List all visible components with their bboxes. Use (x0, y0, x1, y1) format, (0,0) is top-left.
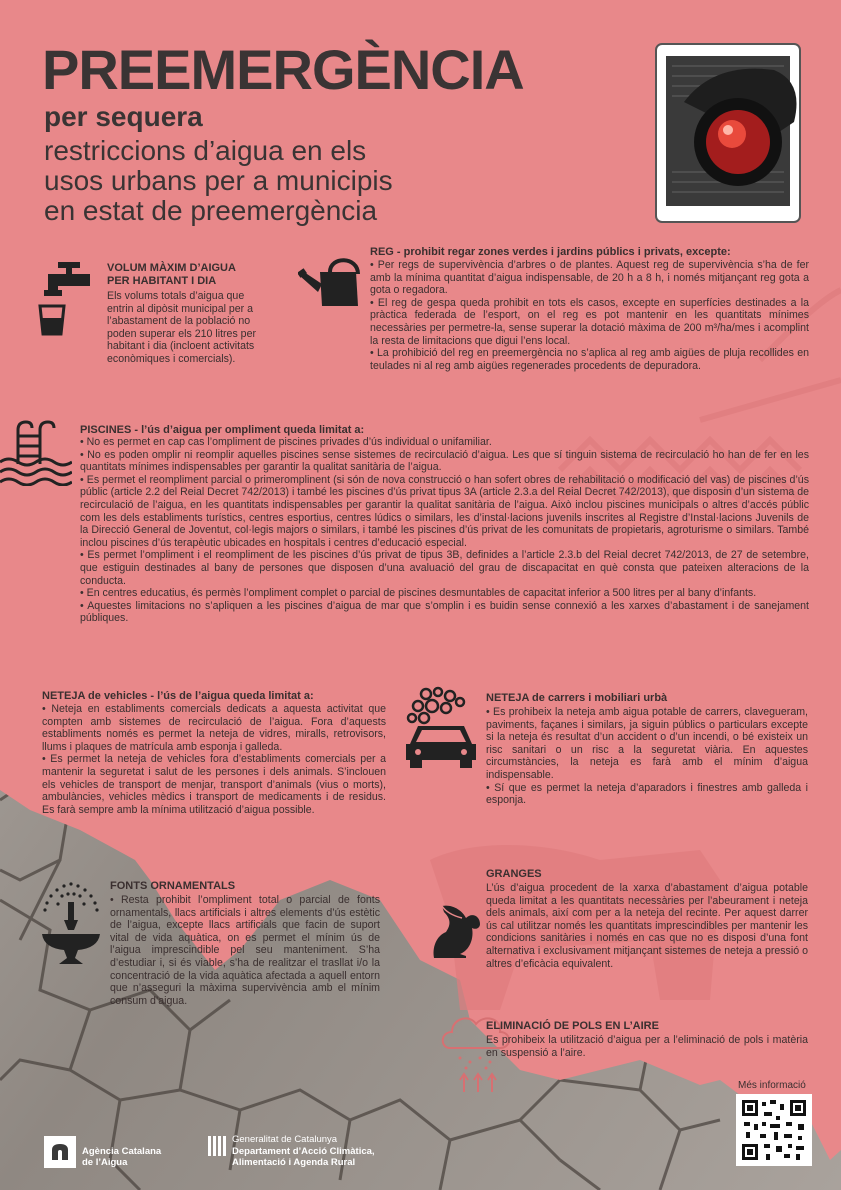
neteja-vehicles-bullet: • Neteja en establiments comercials dedicats a aquesta activitat que compten amb sistemes de recirculació de l’aigua. Fora d’aquests establiments només es permet la neteja de vidres, miralls, retrovisors, llums i plaques de matrícula amb esponja i galleda. (42, 703, 386, 753)
gencat-logo-icon (208, 1134, 228, 1158)
piscines-bullet: • En centres educatius, és permès l’ompliment complet o parcial de piscines desmuntables de capacitat inferior a 500 litres per al bany d’infants. (80, 587, 757, 600)
reg-heading: REG - prohibit regar zones verdes i jardins públics i privats, excepte: (370, 246, 731, 258)
gencat-name: Generalitat de Catalunya (232, 1134, 338, 1145)
traffic-light-icon (654, 42, 802, 224)
neteja-carrers-heading: NETEJA de carrers i mobiliari urbà (486, 692, 668, 704)
volum-heading (107, 262, 277, 288)
department-name (232, 1146, 375, 1168)
volum-text: Els volums totals d’aigua que entrin al dipòsit municipal per a l’abastament de la població no poden superar els 210 litres per habitant i dia (incloent activitats econòmiques i comercials). (107, 290, 256, 365)
watering-can-icon (298, 258, 362, 308)
aca-name-line: de l’Aigua (82, 1157, 128, 1168)
neteja-carrers-bullet: • Sí que es permet la neteja d’aparadors i finestres amb galleda i esponja. (486, 781, 808, 807)
aca-name (82, 1146, 161, 1168)
department-name-line: Departament d’Acció Climàtica, (232, 1146, 375, 1157)
piscines-bullet: • Aquestes limitacions no s’apliquen a les piscines d’aigua de mar que s’omplin i es buidin sense connexió a les xarxes d’abastament i de sanejament públiques. (80, 599, 809, 625)
mes-informacio-label: Més informació (738, 1080, 806, 1091)
car-wash-icon (404, 686, 478, 768)
reg-body (370, 259, 809, 372)
department-name-line: Alimentació i Agenda Rural (232, 1157, 356, 1168)
qr-code[interactable] (736, 1094, 812, 1166)
piscines-bullet: • Es permet l’ompliment i el reompliment de les piscines d’ús privat de tipus 3B, definides a l’article 2.3.b del Reial decret 742/2013, de 27 de setembre, que estiguin destinades al bany de persones que disposen d’una avaluació del grau de discapacitat en què consta que pateixen alteracions de la conducta. (80, 549, 809, 587)
neteja-carrers-body (486, 706, 808, 807)
granges-heading: GRANGES (486, 868, 542, 880)
piscines-bullet: • No es permet en cap cas l’ompliment de piscines privades d’ús individual o unifamiliar. (80, 436, 492, 448)
neteja-vehicles-heading-bold: NETEJA de vehicles (42, 690, 148, 702)
volum-heading-line: PER HABITANT I DIA (107, 275, 217, 287)
piscines-bullet: • Es permet el reompliment parcial o primeromplinent (si són de nova construcció o han sofert obres de rehabilitació o modificació del vas) de piscines d’ús públic (article 2.2 del Reial Decret 742/2013) i també les piscines d’ús privat tipus 3A (article 2.3.a del Reial Decret 742/2013), que disposin d’un sistema de recirculació de l’aigua, en les quantitats indispensables per garantir la qualitat sanitària de l’aigua. Això inclou piscines municipals o altres d’accés públic com les dels establiments turístics, centres esportius, centres lúdics o similars, les d’instal·lacions juvenils inscrites al Registre d’Instal·lacions Juvenils de la Direcció General de Joventut, col·legis majors o similars, i també les piscines d’ús privat de les comunitats de propietaris, agroturisme o similars. També inclou piscines d’ús terapèutic ubicades en hospitals i centres d’educació especial. (80, 473, 810, 549)
aca-logo-icon (44, 1136, 76, 1168)
pols-text: Es prohibeix la utilització d’aigua per a l’eliminació de pols i matèria en suspensió a l’aire. (486, 1034, 808, 1059)
fonts-text: • Resta prohibit l’ompliment total o parcial de fonts ornamentals, llacs artificials i altres elements d’ús estètic de l’aigua, excepte llacs artificials que facin de suport vital de vida aquàtica, on es permet el mínim ús de l’aigua imprescindible pel seu manteniment. S’ha d’estudiar i, si és viable, s’ha de realitzar el trasllat i/o la concentració de la vida aquàtica afectada a aquell entorn que n’asseguri la màxima supervivència amb el mínim consum d’aigua. (110, 894, 380, 1007)
description-line: en estat de preemergència (44, 195, 378, 226)
reg-bullet: • El reg de gespa queda prohibit en tots els casos, excepte en superfícies destinades a la pràctica federada de l’esport, on el reg es pot mantenir en les quantitats mínimes necessàries per permetre-la, sense superar la dotació màxima de 200 m³/ha/mes i acomplint la resta de limitacions que digui l’ens local. (370, 296, 809, 347)
piscines-heading: PISCINES - l’ús d’aigua per ompliment queda limitat a: (80, 424, 365, 436)
pols-heading: ELIMINACIÓ DE POLS EN L’AIRE (486, 1020, 659, 1032)
granges-text: L’ús d’aigua procedent de la xarxa d’abastament d’aigua potable queda limitat a les quantitats necessàries per l’abeurament i neteja dels animals, així com per a la neteja del recinte. Per aquest darrer ús cal utilitzar només les quantitats imprescindibles per mantenir les condicions sanitàries i només en cas que no es disposi d’una font alternativa i exclusivament mitjançant sistemes de neteja a pressió o altres d’eficàcia equivalent. (486, 882, 808, 970)
volum-heading-line: VOLUM MÀXIM D’AIGUA (107, 262, 236, 274)
rabbit-icon (432, 904, 482, 958)
reg-bullet: • La prohibició del reg en preemergència no s’aplica al reg amb aigües de pluja recollides en teulades ni al reg amb aigües regenerades procedents de depuradora. (370, 347, 809, 372)
neteja-carrers-bullet: • Es prohibeix la neteja amb aigua potable de carrers, clavegueram, paviments, façanes i similars, ja siguin públics o particulars excepte si la neteja és resultat d’un accident o d’un incendi, o bé existeix un risc sanitari o un risc a la seguretat viària. En aquestes circumstàncies, la neteja es farà amb el mínim d’aigua indispensable. (486, 706, 808, 781)
page-description (44, 136, 504, 226)
aca-name-line: Agència Catalana (82, 1146, 162, 1157)
description-line: usos urbans per a municipis (44, 165, 393, 196)
description-line: restriccions d’aigua en els (44, 135, 367, 166)
fonts-heading: FONTS ORNAMENTALS (110, 880, 236, 892)
neteja-vehicles-body (42, 703, 386, 816)
reg-bullet: • Per regs de supervivència d’arbres o de plantes. Aquest reg de supervivència s’ha de fer amb la mínima quantitat d’aigua indispensable, de 20 h a 8 h, i només mitjançant reg gota a gota o regadora. (370, 259, 809, 297)
neteja-vehicles-bullet: • Es permet la neteja de vehicles fora d’establiments comercials per a mantenir la seguretat i salut de les persones i dels animals. S’inclouen els vehicles de transport de menjar, transport d’animals (vius o morts), ambulàncies, vehicles mèdics i transport de medicaments i de residus. Es farà sempre amb la mínima utilització d’aigua possible. (42, 753, 386, 816)
page-subtitle: per sequera (44, 101, 203, 132)
neteja-vehicles-heading (42, 690, 387, 703)
swimming-pool-icon (0, 420, 72, 486)
faucet-icon (38, 262, 90, 338)
piscines-bullet: • No es poden omplir ni reomplir aquelles piscines sense sistemes de recirculació d’aigua. Les que sí tinguin sistema de recirculació ho han de fer en les quantitats mínimes indispensables per garantir la qualitat sanitària de l’aigua. (80, 448, 809, 474)
page-title: PREEMERGÈNCIA (42, 38, 524, 101)
fountain-icon (38, 880, 104, 966)
neteja-vehicles-heading-rest: - l’ús de l’aigua queda limitat a: (147, 690, 314, 702)
piscines-body (80, 436, 809, 625)
